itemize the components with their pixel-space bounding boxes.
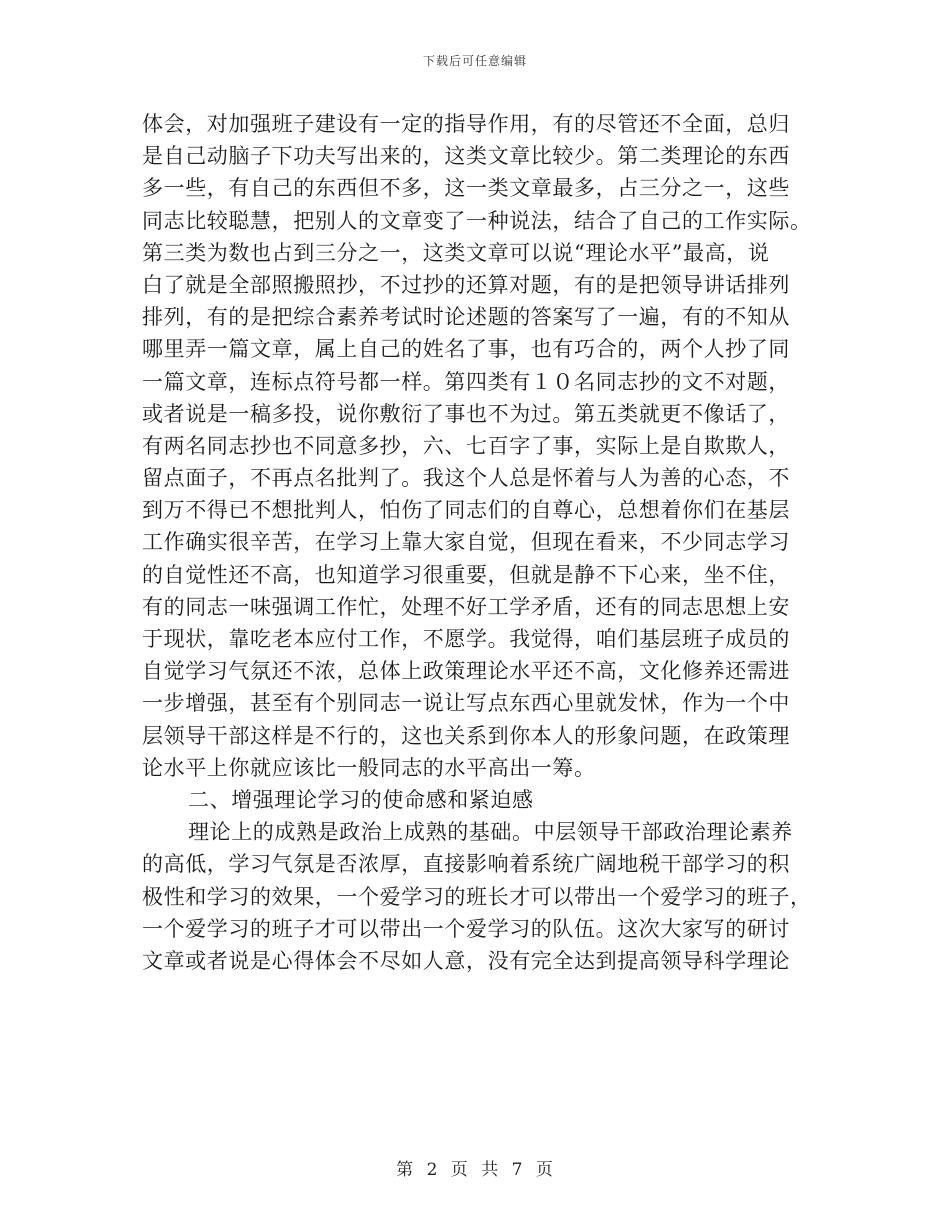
text-line: 一篇文章，连标点符号都一样。第四类有１０名同志抄的文不对题， [142, 369, 790, 394]
text-line: 的高低，学习气氛是否浓厚，直接影响着系统广阔地税干部学习的积 [142, 852, 790, 877]
text-line: 有的同志一味强调工作忙，处理不好工学矛盾，还有的同志思想上安 [142, 594, 790, 619]
text-line: 理论上的成熟是政治上成熟的基础。中层领导干部政治理论素养 [188, 820, 793, 845]
text-line: 层领导干部这样是不行的，这也关系到你本人的形象问题，在政策理 [142, 723, 790, 748]
text-line: 体会，对加强班子建设有一定的指导作用，有的尽管还不全面，总归 [142, 112, 790, 136]
text-line: 自觉学习气氛还不浓，总体上政策理论水平还不高，文化修养还需进 [142, 659, 790, 684]
page-footer: 第 2 页 共 7 页 [396, 1160, 554, 1180]
text-line: 论水平上你就应该比一般同志的水平高出一筹。 [142, 755, 596, 780]
text-line: 文章或者说是心得体会不尽如人意，没有完全达到提高领导科学理论 [142, 948, 790, 973]
text-line: 一个爱学习的班子才可以带出一个爱学习的队伍。这次大家写的研讨 [142, 916, 790, 941]
text-line: 一步增强，甚至有个别同志一说让写点东西心里就发怵，作为一个中 [142, 691, 790, 716]
text-line: 白了就是全部照搬照抄，不过抄的还算对题，有的是把领导讲话排列 [142, 272, 790, 297]
text-line: 或者说是一稿多投，说你敷衍了事也不为过。第五类就更不像话了， [142, 401, 790, 426]
text-line: 到万不得已不想批判人，怕伤了同志们的自尊心，总想着你们在基层 [142, 498, 790, 523]
text-line: 工作确实很辛苦，在学习上靠大家自觉，但现在看来，不少同志学习 [142, 530, 790, 555]
text-line: 第三类为数也占到三分之一，这类文章可以说“理论水平”最高，说 [142, 240, 770, 265]
page-header: 下载后可任意编辑 [422, 54, 527, 68]
text-line: 有两名同志抄也不同意多抄，六、七百字了事，实际上是自欺欺人， [142, 433, 790, 458]
text-line: 极性和学习的效果，一个爱学习的班长才可以带出一个爱学习的班子， [142, 884, 812, 909]
text-line: 排列，有的是把综合素养考试时论述题的答案写了一遍，有的不知从 [142, 305, 790, 330]
text-line: 多一些，有自己的东西但不多，这一类文章最多，占三分之一，这些 [142, 176, 790, 201]
text-line: 留点面子，不再点名批判了。我这个人总是怀着与人为善的心态，不 [142, 466, 790, 491]
text-line: 是自己动脑子下功夫写出来的，这类文章比较少。第二类理论的东西 [142, 144, 790, 169]
text-line: 哪里弄一篇文章，属上自己的姓名了事，也有巧合的，两个人抄了同 [142, 337, 790, 362]
text-line: 于现状，靠吃老本应付工作，不愿学。我觉得，咱们基层班子成员的 [142, 627, 790, 651]
document-body [142, 108, 812, 977]
text-line: 的自觉性还不高，也知道学习很重要，但就是静不下心来，坐不住， [142, 562, 790, 587]
text-line: 二、增强理论学习的使命感和紧迫感 [188, 787, 534, 812]
text-line: 同志比较聪慧，把别人的文章变了一种说法，结合了自己的工作实际。 [142, 208, 812, 233]
